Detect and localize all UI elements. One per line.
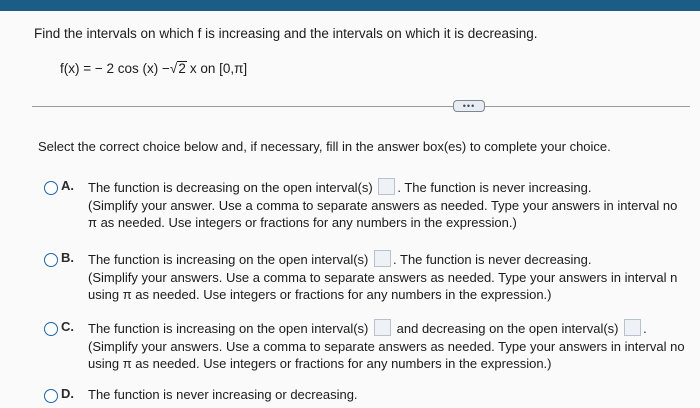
expand-more-button[interactable]: ••• [453,100,485,112]
choice-letter-c: C. [61,319,74,334]
radio-button-c[interactable] [44,322,58,336]
choice-b-line1 [88,250,677,269]
choice-a-line3: π as needed. Use integers or fractions for any numbers in the expression.) [88,215,517,230]
choice-b-body [88,250,677,304]
choice-b-line2: (Simplify your answers. Use a comma to separate answers as needed. Type your answers in interval n [88,269,678,285]
answer-box-c-increasing[interactable] [374,319,391,336]
choice-d-body [88,386,358,404]
top-header-bar [0,0,700,11]
choice-b-text: The function is increasing on the open interval(s) [88,252,369,267]
choice-letter-a: A. [61,178,74,193]
radio-button-a[interactable] [44,181,58,195]
choice-letter-d: D. [61,386,74,401]
choice-c-line2: (Simplify your answers. Use a comma to separate answers as needed. Type your answers in interval no [88,338,685,354]
choice-a-text: The function is decreasing on the open interval(s) [88,180,373,195]
formula-lhs: f(x) = − 2 cos (x) − [60,61,170,76]
choice-a-text-end: . The function is never increasing. [397,180,592,195]
answer-box-a[interactable] [378,178,395,195]
choice-a-line2: (Simplify your answer. Use a comma to separate answers as needed. Type your answers in interval no [88,197,678,213]
formula-rest: x on [0,π] [189,61,248,76]
choice-c-body [88,319,685,373]
choice-c-text-end: . [643,321,647,336]
square-root [170,61,187,76]
divider [32,106,690,107]
question-text: Find the intervals on which f is increasing and the intervals on which it is decreasing. [34,26,538,41]
question-page [0,11,700,408]
choice-b-line3: using π as needed. Use integers or fractions for any numbers in the expression.) [88,287,552,302]
radical-sign-icon: √ [169,61,178,76]
choice-c-line1 [88,319,685,338]
choice-c-line3: using π as needed. Use integers or fractions for any numbers in the expression.) [88,356,552,371]
choice-a-body [88,178,677,232]
answer-box-c-decreasing[interactable] [624,319,641,336]
radio-button-d[interactable] [44,389,58,403]
instruction-text: Select the correct choice below and, if necessary, fill in the answer box(es) to complete your choice. [38,139,611,154]
radio-button-b[interactable] [44,253,58,267]
answer-box-b[interactable] [374,250,391,267]
choice-a-line1 [88,178,677,197]
choice-b-text-end: . The function is never decreasing. [393,252,592,267]
radicand: 2 [178,61,186,76]
choice-d-line1: The function is never increasing or decreasing. [88,387,358,402]
choice-c-text-mid: and decreasing on the open interval(s) [396,321,619,336]
function-formula [60,61,247,76]
choice-letter-b: B. [61,250,74,265]
choice-c-text: The function is increasing on the open interval(s) [88,321,369,336]
